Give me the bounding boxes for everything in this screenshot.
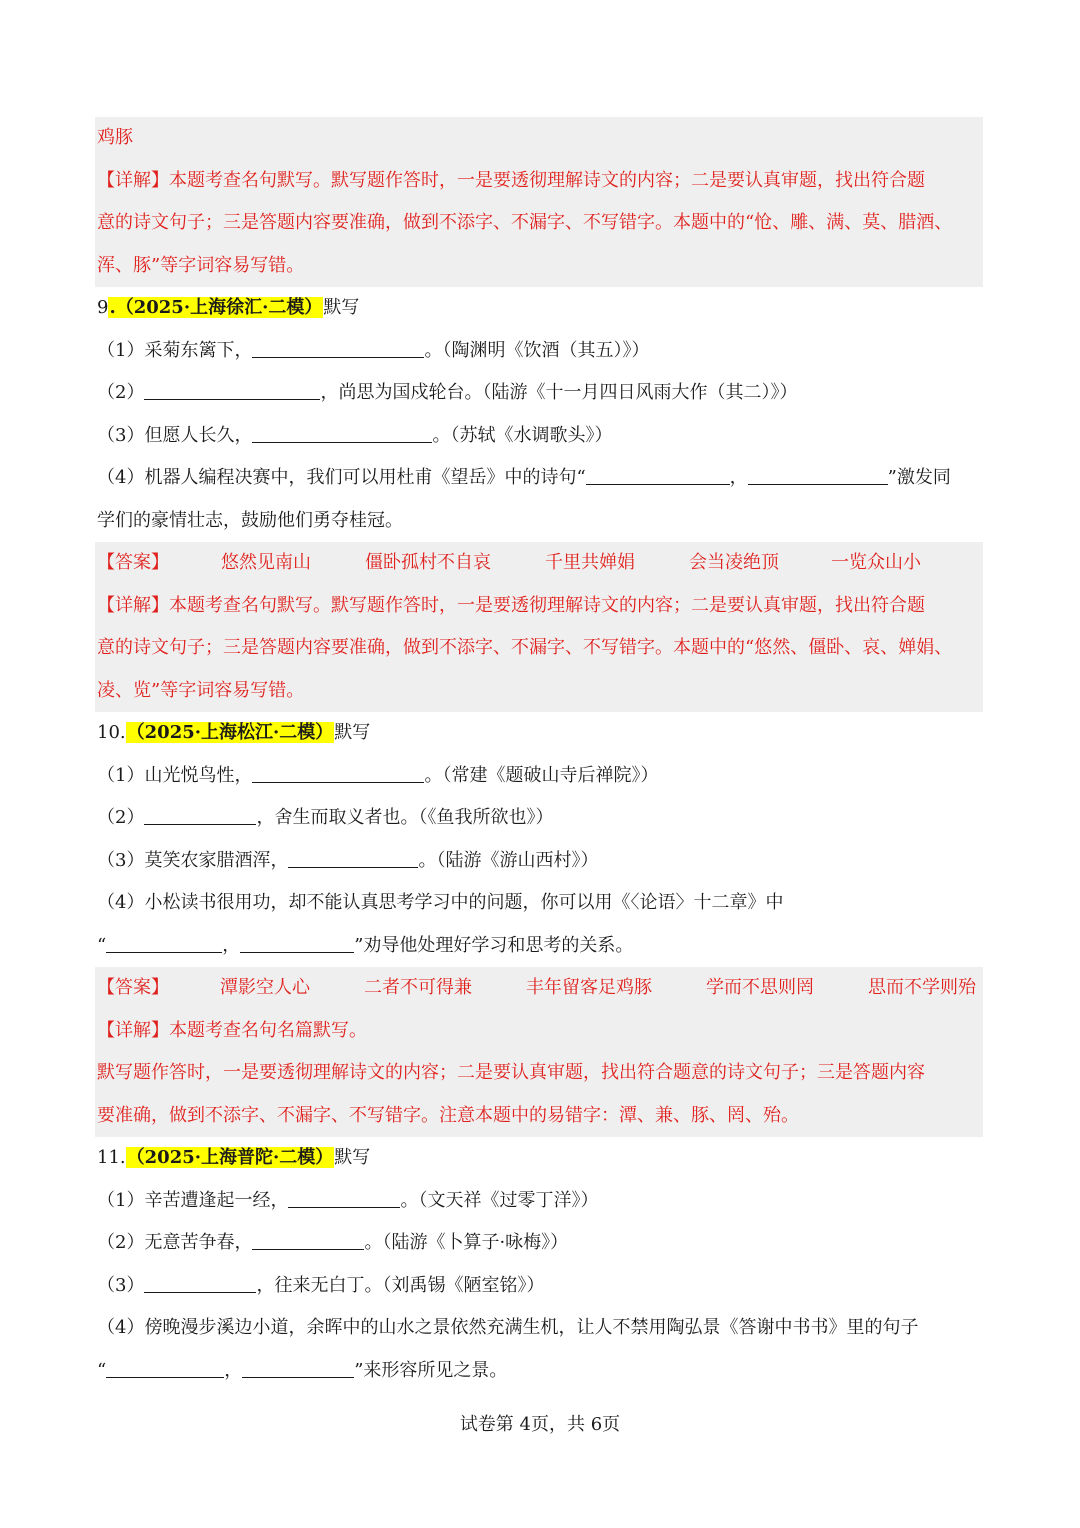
answer-text: 鸡豚 xyxy=(97,127,133,148)
answer-text: 千里共婵娟 xyxy=(545,552,635,573)
answer-text: 思而不学则殆 xyxy=(868,977,976,998)
detail-text: 浑、豚”等字词容易写错。 xyxy=(97,254,305,276)
answer-blank[interactable] xyxy=(240,934,354,953)
q10-item-3: （3）莫笑农家腊酒浑， 。（陆游《游山西村》） xyxy=(97,849,599,871)
detail-text: 凌、览”等字词容易写错。 xyxy=(97,679,305,701)
answer-blank[interactable] xyxy=(252,339,424,358)
question-number: 10 xyxy=(97,722,120,743)
q8-answer-tail xyxy=(95,117,983,160)
answer-blank[interactable] xyxy=(144,806,256,825)
q8-detail-line xyxy=(95,245,983,288)
q9-detail-line xyxy=(95,627,983,670)
detail-text: 本题考查名句默写。默写题作答时，一是要透彻理解诗文的内容；二是要认真审题，找出符合题 xyxy=(169,594,925,616)
answer-label: 【答案】 xyxy=(97,552,169,573)
q8-detail-line xyxy=(95,202,983,245)
answer-blank[interactable] xyxy=(586,466,730,485)
q11-item-2: （2）无意苦争春， 。（陆游《卜算子·咏梅》） xyxy=(97,1232,569,1253)
answer-text: 僵卧孤村不自哀 xyxy=(365,552,491,573)
page-content xyxy=(97,117,983,1392)
q11-item-4: （4）傍晚漫步溪边小道，余晖中的山水之景依然充满生机，让人不禁用陶弘景《答谢中书书》里的句子 xyxy=(97,1317,919,1338)
detail-text: 本题考查名句默写。默写题作答时，一是要透彻理解诗文的内容；二是要认真审题，找出符合题 xyxy=(169,169,925,191)
detail-text: 默写题作答时，一是要透彻理解诗文的内容；二是要认真审题，找出符合题意的诗文句子；三是答题内容 xyxy=(97,1062,925,1083)
answer-text: 潭影空人心 xyxy=(220,977,310,998)
q10-item-2: （2） ，舍生而取义者也。（《鱼我所欲也》） xyxy=(97,807,554,828)
q11-item-1: （1）辛苦遭逢起一经， 。（文天祥《过零丁洋》） xyxy=(97,1189,599,1211)
question-type: 默写 xyxy=(334,1147,371,1168)
q10-detail-line xyxy=(95,1052,983,1095)
page-footer: 试卷第 4页，共 6页 xyxy=(459,1414,621,1435)
answer-blank[interactable] xyxy=(252,424,432,443)
answer-text: 悠然见南山 xyxy=(221,552,311,573)
answer-text: 会当凌绝顶 xyxy=(689,552,779,573)
q10-item-4-cont: “ ， ”劝导他处理好学习和思考的关系。 xyxy=(97,934,634,956)
q10-item-1: （1）山光悦鸟性， 。（常建《题破山寺后禅院》） xyxy=(97,764,659,786)
answer-blank[interactable] xyxy=(252,1231,364,1250)
detail-label: 【详解】 xyxy=(97,1019,169,1041)
answer-blank[interactable] xyxy=(242,1359,354,1378)
detail-label: 【详解】 xyxy=(97,169,169,191)
q9-item-1: （1）采菊东篱下， 。（陶渊明《饮酒（其五）》） xyxy=(97,339,650,361)
answer-blank[interactable] xyxy=(106,934,222,953)
answer-blank[interactable] xyxy=(252,764,424,783)
answer-text: 一览众山小 xyxy=(831,552,921,573)
q9-answer-row xyxy=(95,542,983,585)
detail-text: 意的诗文句子；三是答题内容要准确，做到不添字、不漏字、不写错字。本题中的“悠然、僵卧、哀、婵娟、 xyxy=(97,637,953,658)
q11-header: 11.（2025·上海普陀·二模）默写 xyxy=(97,1147,371,1168)
q9-item-3: （3）但愿人长久， 。（苏轼《水调歌头》） xyxy=(97,424,613,446)
q9-item-4: （4）机器人编程决赛中，我们可以用杜甫《望岳》中的诗句“ ， ”激发同 xyxy=(97,467,951,488)
answer-text: 二者不可得兼 xyxy=(364,977,472,998)
answer-blank[interactable] xyxy=(288,849,418,868)
question-number: 9 xyxy=(97,297,109,318)
detail-text: 本题考查名句名篇默写。 xyxy=(169,1019,367,1041)
q11-item-3: （3） ，往来无白丁。（刘禹锡《陋室铭》） xyxy=(97,1274,545,1296)
q8-detail-line xyxy=(95,160,983,203)
q10-answer-row xyxy=(95,967,983,1010)
answer-blank[interactable] xyxy=(748,466,888,485)
question-number: 11 xyxy=(97,1147,120,1168)
detail-text: 要准确，做到不添字、不漏字、不写错字。注意本题中的易错字：潭、兼、豚、罔、殆。 xyxy=(97,1104,799,1126)
q9-header xyxy=(97,287,983,330)
q10-header: 10.（2025·上海松江·二模）默写 xyxy=(97,722,371,743)
question-source: （2025·上海普陀·二模） xyxy=(126,1147,334,1168)
detail-label: 【详解】 xyxy=(97,594,169,616)
q9-detail-line xyxy=(95,585,983,628)
answer-text: 学而不思则罔 xyxy=(706,977,814,998)
q10-detail-line xyxy=(95,1095,983,1138)
answer-label: 【答案】 xyxy=(97,977,169,998)
q9-item-2: （2） ，尚思为国戍轮台。（陆游《十一月四日风雨大作（其二）》） xyxy=(97,382,798,403)
answer-blank[interactable] xyxy=(144,381,320,400)
q9-detail-line xyxy=(95,670,983,713)
answer-blank[interactable] xyxy=(106,1359,224,1378)
question-source: .（2025·上海徐汇·二模） xyxy=(109,297,323,318)
q10-item-4: （4）小松读书很用功，却不能认真思考学习中的问题，你可以用《〈论语〉十二章》中 xyxy=(97,892,784,913)
question-type: 默写 xyxy=(323,297,360,318)
answer-blank[interactable] xyxy=(288,1189,400,1208)
question-source: （2025·上海松江·二模） xyxy=(126,722,334,743)
question-type: 默写 xyxy=(334,722,371,743)
answer-blank[interactable] xyxy=(144,1274,256,1293)
q11-item-4-cont: “ ， ”来形容所见之景。 xyxy=(97,1359,508,1381)
q9-item-4-cont: 学们的豪情壮志，鼓励他们勇夺桂冠。 xyxy=(97,509,403,531)
q10-detail-line xyxy=(95,1010,983,1053)
answer-text: 丰年留客足鸡豚 xyxy=(526,977,652,998)
detail-text: 意的诗文句子；三是答题内容要准确，做到不添字、不漏字、不写错字。本题中的“怆、雕、满、莫、腊酒、 xyxy=(97,212,953,233)
